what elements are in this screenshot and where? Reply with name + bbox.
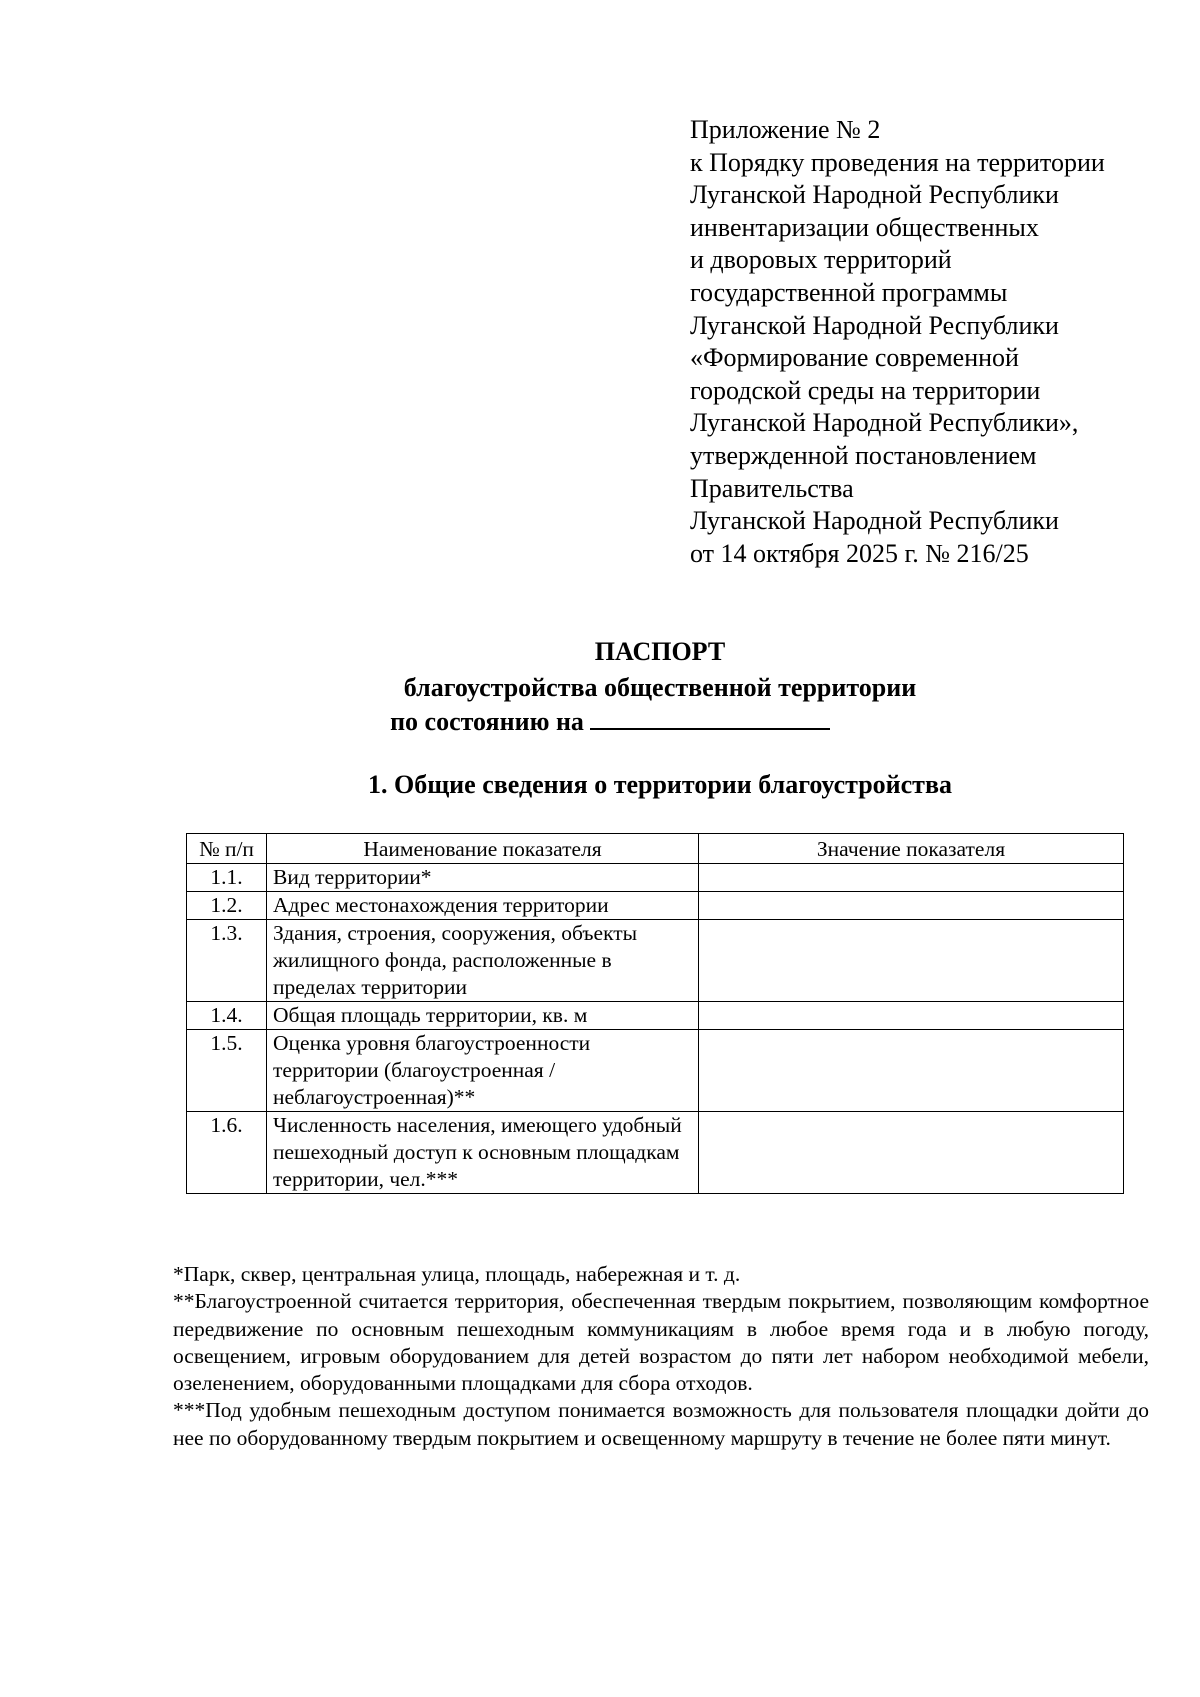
state-as-of-label: по состоянию на: [390, 707, 584, 736]
document-subtitle: благоустройства общественной территории: [403, 673, 917, 702]
footnote: ***Под удобным пешеходным доступом понимается возможность для пользователя площадки дойти до нее по оборудованному твердым покрытием и освещенному маршруту в течение не более пяти минут.: [173, 1398, 1149, 1450]
footnote: *Парк, сквер, центральная улица, площадь, набережная и т. д.: [173, 1262, 741, 1286]
appendix-line: городской среды на территории: [690, 375, 1041, 405]
table-row: [187, 864, 1124, 892]
row-indicator-value: [699, 864, 1124, 892]
appendix-line: и дворовых территорий: [690, 245, 952, 275]
table-row: [187, 920, 1124, 1002]
row-number: 1.6.: [187, 1112, 267, 1194]
table-row: [187, 1112, 1124, 1194]
row-indicator-value: [699, 1030, 1124, 1112]
row-number: 1.1.: [187, 864, 267, 892]
appendix-line: Луганской Народной Республики: [690, 180, 1059, 210]
state-as-of-line: [10, 706, 1200, 738]
table-header-row: [187, 834, 1124, 864]
appendix-line: Приложение № 2: [690, 115, 881, 144]
indicators-table: [186, 833, 1124, 1194]
row-indicator-value: [699, 920, 1124, 1002]
appendix-line: инвентаризации общественных: [690, 212, 1039, 242]
appendix-line: утвержденной постановлением: [690, 440, 1037, 470]
appendix-line: от 14 октября 2025 г. № 216/25: [690, 538, 1029, 568]
row-indicator-value: [699, 892, 1124, 920]
appendix-block: [690, 114, 1170, 570]
appendix-line: Луганской Народной Республики: [690, 506, 1059, 536]
row-indicator-name: Оценка уровня благоустроенности территории (благоустроенная / неблагоустроенная)**: [267, 1030, 699, 1112]
appendix-line: «Формирование современной: [690, 343, 1019, 373]
appendix-line: Луганской Народной Республики»,: [690, 408, 1079, 438]
table-row: [187, 1002, 1124, 1030]
footnotes-block: [173, 1261, 1149, 1452]
row-number: 1.4.: [187, 1002, 267, 1030]
header-number: № п/п: [187, 834, 267, 864]
row-indicator-name: Вид территории*: [267, 864, 699, 892]
footnote: **Благоустроенной считается территория, обеспеченная твердым покрытием, позволяющим комфортное передвижение по основным пешеходным коммуникациям в любое время года и в любую погоду, освещением, игровым оборудованием для детей возрастом до пяти лет набором необходимой мебели, озеленением, оборудованными площадками для сбора отходов.: [173, 1289, 1149, 1396]
document-title: ПАСПОРТ: [594, 637, 726, 666]
date-blank-field: [590, 706, 830, 730]
appendix-line: к Порядку проведения на территории: [690, 147, 1105, 177]
row-indicator-value: [699, 1112, 1124, 1194]
row-indicator-name: Общая площадь территории, кв. м: [267, 1002, 699, 1030]
header-indicator-name: Наименование показателя: [267, 834, 699, 864]
row-indicator-name: Здания, строения, сооружения, объекты жилищного фонда, расположенные в пределах территории: [267, 920, 699, 1002]
row-number: 1.5.: [187, 1030, 267, 1112]
table-row: [187, 892, 1124, 920]
row-indicator-name: Численность населения, имеющего удобный пешеходный доступ к основным площадкам территории, чел.***: [267, 1112, 699, 1194]
header-indicator-value: Значение показателя: [699, 834, 1124, 864]
row-indicator-name: Адрес местонахождения территории: [267, 892, 699, 920]
appendix-line: Луганской Народной Республики: [690, 310, 1059, 340]
section-heading: 1. Общие сведения о территории благоустройства: [368, 770, 952, 799]
appendix-line: государственной программы: [690, 277, 1008, 307]
table-row: [187, 1030, 1124, 1112]
row-number: 1.2.: [187, 892, 267, 920]
appendix-line: Правительства: [690, 473, 854, 503]
row-indicator-value: [699, 1002, 1124, 1030]
row-number: 1.3.: [187, 920, 267, 1002]
